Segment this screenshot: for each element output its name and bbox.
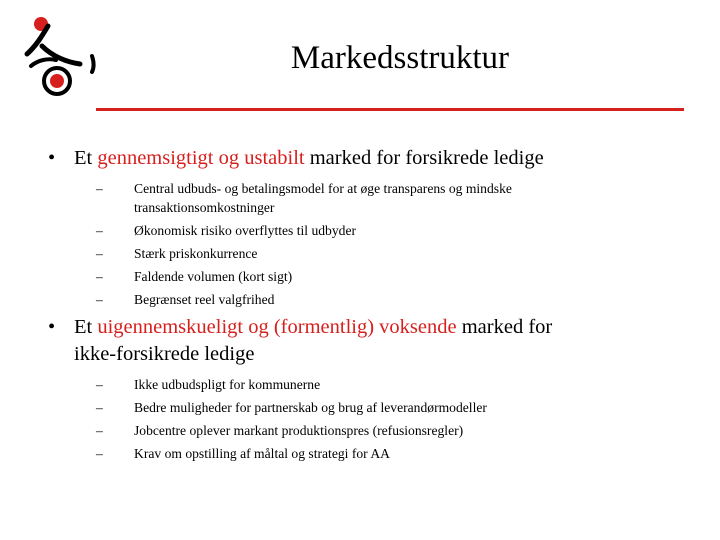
- sub-bullet-list: [96, 373, 487, 465]
- sub-bullet-item: [96, 219, 512, 242]
- sub-bullet-marker: –: [96, 446, 103, 461]
- sub-bullet-text: Central udbuds- og betalingsmodel for at øge transparens og mindske: [134, 181, 512, 196]
- sub-bullet-text: Økonomisk risiko overflyttes til udbyder: [134, 223, 357, 238]
- sub-bullet-item: [96, 265, 512, 288]
- bullet-text-continuation: ikke-forsikrede ledige: [74, 343, 255, 365]
- sub-bullet-text: Bedre muligheder for partnerskab og brug af leverandørmodeller: [134, 400, 487, 415]
- sub-bullet-item: [96, 177, 512, 219]
- sub-bullet-text: Faldende volumen (kort sigt): [134, 269, 293, 284]
- sub-bullet-marker: –: [96, 181, 103, 196]
- sub-bullet-marker: –: [96, 246, 103, 261]
- sub-bullet-item: [96, 373, 487, 396]
- bullet-text-part: marked for forsikrede ledige: [304, 147, 544, 169]
- bullet-text: [74, 145, 544, 172]
- sub-bullet-text: Begrænset reel valgfrihed: [134, 292, 275, 307]
- sub-bullet-marker: –: [96, 269, 103, 284]
- title-divider: [96, 108, 684, 111]
- bullet-marker: •: [48, 147, 56, 169]
- sub-bullet-item: [96, 419, 487, 442]
- bullet-text-part: Et: [74, 147, 98, 169]
- sub-bullet-item: [96, 442, 487, 465]
- bullet-highlight: uigennemskueligt og (formentlig) voksende: [97, 316, 457, 338]
- sub-bullet-item: [96, 288, 512, 311]
- sub-bullet-text: Ikke udbudspligt for kommunerne: [134, 377, 321, 392]
- sub-bullet-marker: –: [96, 223, 103, 238]
- sub-bullet-marker: –: [96, 292, 103, 307]
- sub-bullet-marker: –: [96, 377, 103, 392]
- bullet-text: [74, 314, 552, 341]
- page-title: Markedsstruktur: [290, 40, 510, 76]
- sub-bullet-item: [96, 242, 512, 265]
- bullet-text-part: Et: [74, 316, 98, 338]
- sub-bullet-marker: –: [96, 400, 103, 415]
- bullet-highlight: gennemsigtigt og ustabilt: [97, 147, 305, 169]
- sub-bullet-text-continuation: transaktionsomkostninger: [134, 200, 275, 215]
- sub-bullet-item: [96, 396, 487, 419]
- sub-bullet-text: Stærk priskonkurrence: [134, 246, 258, 261]
- sub-bullet-text: Jobcentre oplever markant produktionspres (refusionsregler): [134, 423, 464, 438]
- sub-bullet-marker: –: [96, 423, 103, 438]
- bullet-text-part: marked for: [456, 316, 553, 338]
- organization-logo-icon: [22, 14, 106, 104]
- sub-bullet-list: [96, 177, 512, 311]
- sub-bullet-text: Krav om opstilling af måltal og strategi for AA: [134, 446, 390, 461]
- bullet-marker: •: [48, 316, 56, 338]
